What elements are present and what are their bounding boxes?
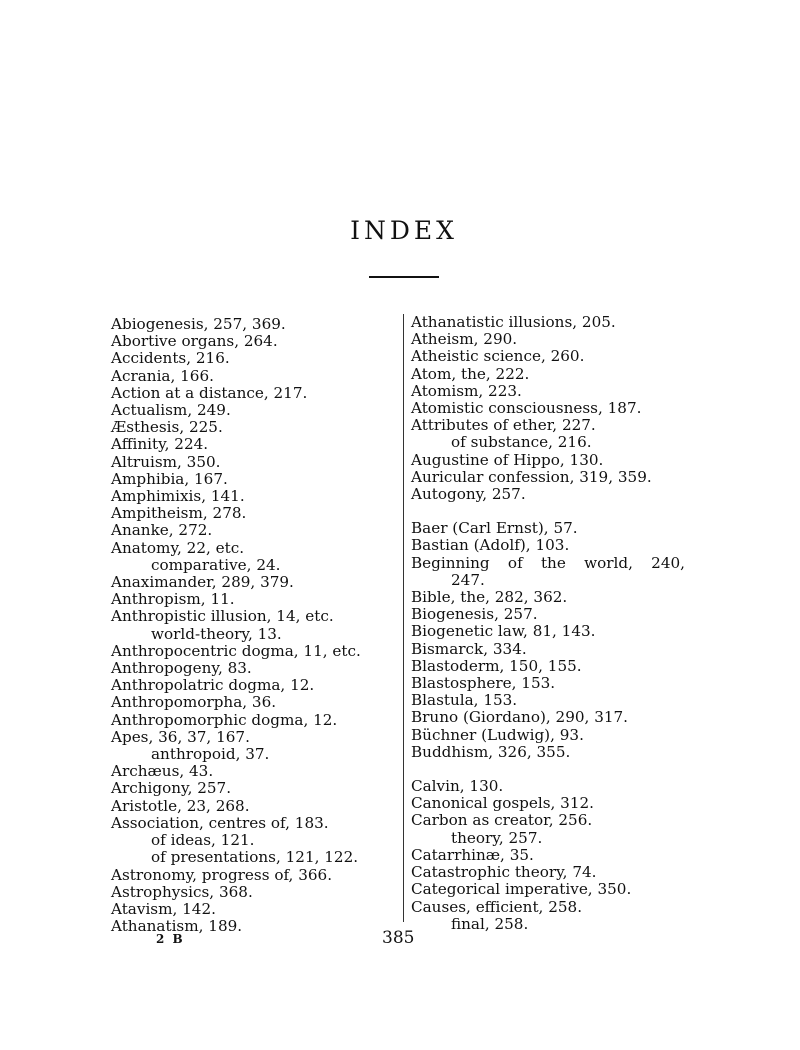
index-entry: Carbon as creator, 256. (411, 811, 593, 830)
index-entry: Blastosphere, 153. (411, 674, 556, 693)
index-entry: Atom, the, 222. (411, 364, 530, 383)
index-entry: Atheism, 290. (411, 330, 518, 349)
letter-group-gap (411, 503, 687, 520)
index-column-left (111, 316, 401, 935)
page-number: 385 (382, 928, 415, 948)
index-entry: Ananke, 272. (111, 521, 213, 540)
index-entry: Athanatism, 189. (111, 917, 243, 936)
index-entry: Astrophysics, 368. (111, 882, 253, 901)
index-entry: Atomistic consciousness, 187. (411, 399, 642, 418)
index-entry: Categorical imperative, 350. (411, 880, 632, 899)
index-entry: Blastoderm, 150, 155. (411, 656, 582, 675)
index-entry: Bruno (Giordano), 290, 317. (411, 708, 629, 727)
index-entry: Archigony, 257. (111, 779, 232, 798)
index-entry: Anatomy, 22, etc. (111, 538, 245, 557)
index-entry: Anthropomorphic dogma, 12. (111, 710, 338, 729)
index-entry: Beginning of the world, 240, (411, 553, 685, 572)
index-entry: Auricular confession, 319, 359. (411, 467, 652, 486)
index-subentry: of presentations, 121, 122. (151, 848, 359, 867)
index-entry: Acrania, 166. (111, 366, 214, 385)
index-entry: Anaximander, 289, 379. (111, 573, 294, 592)
index-subentry: comparative, 24. (151, 555, 281, 574)
index-entry: Attributes of ether, 227. (411, 416, 596, 435)
index-entry: Biogenesis, 257. (411, 605, 538, 624)
index-subentry: theory, 257. (451, 828, 543, 847)
index-entry: Baer (Carl Ernst), 57. (411, 519, 578, 538)
index-entry: Catastrophic theory, 74. (411, 863, 597, 882)
index-entry: Association, centres of, 183. (111, 813, 329, 832)
index-entry: Astronomy, progress of, 366. (111, 865, 333, 884)
index-subentry: anthropoid, 37. (151, 745, 270, 764)
index-entry: Büchner (Ludwig), 93. (411, 725, 584, 744)
index-entry: Augustine of Hippo, 130. (411, 450, 604, 469)
index-entry: Blastula, 153. (411, 691, 518, 710)
index-entry: Abiogenesis, 257, 369. (111, 315, 286, 333)
index-entry: Catarrhinæ, 35. (411, 845, 534, 864)
index-entry: Biogenetic law, 81, 143. (411, 622, 596, 641)
index-entry: Amphibia, 167. (111, 469, 228, 488)
index-entry: Apes, 36, 37, 167. (111, 727, 250, 746)
index-entry: Atheistic science, 260. (411, 347, 585, 366)
signature-mark: 2 B (156, 932, 185, 946)
column-divider (403, 314, 404, 922)
index-subentry: of ideas, 121. (151, 831, 255, 850)
index-entry: Atavism, 142. (111, 899, 216, 918)
index-entry: Athanatistic illusions, 205. (411, 313, 616, 331)
index-entry: Calvin, 130. (411, 777, 504, 796)
index-entry: Anthropolatric dogma, 12. (111, 676, 315, 695)
index-entry: Action at a distance, 217. (111, 383, 308, 402)
index-entry: Anthropism, 11. (111, 590, 235, 609)
index-entry: Anthropogeny, 83. (111, 659, 252, 678)
letter-group-gap (411, 761, 687, 778)
index-entry: Abortive organs, 264. (111, 332, 278, 351)
index-entry: Amphimixis, 141. (111, 487, 245, 506)
index-subentry: of substance, 216. (451, 433, 592, 452)
index-entry: Autogony, 257. (411, 485, 526, 504)
index-subentry: 247. (451, 570, 485, 589)
index-entry: Buddhism, 326, 355. (411, 742, 571, 761)
index-subentry: final, 258. (451, 914, 529, 933)
index-column-right (411, 314, 687, 933)
index-heading: INDEX (350, 216, 458, 245)
index-entry: Causes, efficient, 258. (411, 897, 583, 916)
index-entry: Atomism, 223. (411, 381, 522, 400)
index-entry: Canonical gospels, 312. (411, 794, 594, 813)
index-entry: Bible, the, 282, 362. (411, 588, 568, 607)
index-entry: Actualism, 249. (111, 401, 231, 420)
index-entry: Altruism, 350. (111, 452, 221, 471)
index-entry: Accidents, 216. (111, 349, 230, 368)
index-subentry: world-theory, 13. (151, 624, 282, 643)
index-entry: Anthropocentric dogma, 11, etc. (111, 641, 361, 660)
index-entry: Ampitheism, 278. (111, 504, 247, 523)
index-entry: Bismarck, 334. (411, 639, 527, 658)
index-entry: Bastian (Adolf), 103. (411, 536, 570, 555)
index-entry: Affinity, 224. (111, 435, 209, 454)
index-entry: Aristotle, 23, 268. (111, 796, 250, 815)
index-entry: Anthropomorpha, 36. (111, 693, 277, 712)
index-entry: Anthropistic illusion, 14, etc. (111, 607, 334, 626)
index-entry: Æsthesis, 225. (111, 418, 223, 437)
heading-rule (369, 276, 439, 278)
index-entry: Archæus, 43. (111, 762, 214, 781)
